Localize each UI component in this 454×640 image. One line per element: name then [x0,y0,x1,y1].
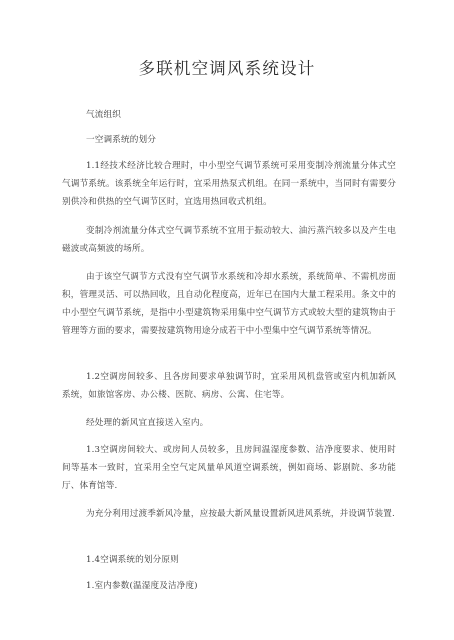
paragraph-1-1: 1.1经技术经济比较合理时，中小型空气调节系统可采用变制冷剂流量分体式空气调节系统。该系统全年运行时，宜采用热泵式机组。在同一系统中，当同时有需要分别供冷和供热的空气调节区时，宜选用热回收式机组。 [62,161,396,207]
paragraph-1-3: 1.3空调房间较大、或房间人员较多，且房间温湿度参数、洁净度要求、使用时间等基本一致时，宜采用全空气定风量单风道空调系统，例如商场、影剧院、多功能厅、体育馆等. [62,445,396,491]
document-title: 多联机空调风系统设计 [138,59,316,78]
paragraph-1-2: 1.2空调房间较多、且各房间要求单独调节时，宜采用风机盘管或室内机加新风系统，如旅馆客房、办公楼、医院、病房、公寓、住宅等。 [62,372,396,400]
paragraph-vrf-limitation: 变制冷剂流量分体式空气调节系统不宜用于振动较大、油污蒸汽较多以及产生电磁波或高频波的场所。 [62,226,396,254]
section-heading-1-4: 1.4空调系统的划分原则 [86,555,179,565]
paragraph-vrf-explanation: 由于该空气调节方式没有空气调节水系统和冷却水系统，系统简单、不需机房面积，管理灵活、可以热回收，且自动化程度高，近年已在国内大量工程采用。条文中的中小型空气调节系统，是指中小型建筑物采用集中空气调节方式或较大型的建筑物由于管理等方面的要求，需要按建筑物用途分成若干中小型集中空气调节系统等情况。 [62,272,396,336]
section-heading-system-division: 一空调系统的划分 [86,135,156,145]
section-heading-airflow: 气流组织 [86,110,121,120]
paragraph-transition-season: 为充分利用过渡季新风冷量，应按最大新风量设置新风进风系统，并设调节装置. [86,509,395,519]
list-item-indoor-parameters: 1.室内参数(温湿度及洁净度) [86,581,198,591]
paragraph-fresh-air: 经处理的新风宜直接送入室内。 [86,418,209,428]
